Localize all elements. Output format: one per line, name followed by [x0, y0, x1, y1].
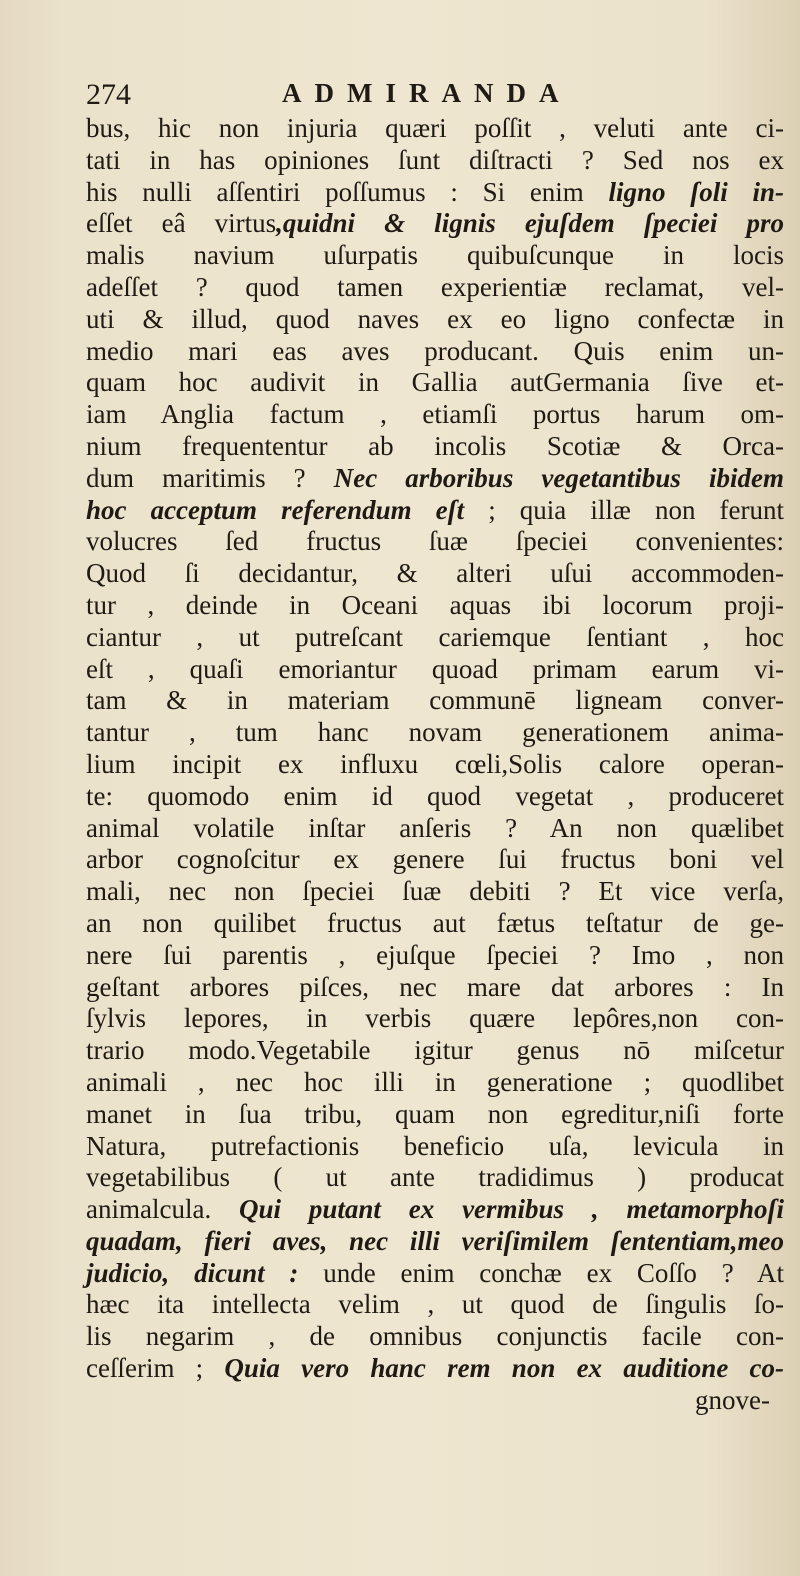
- text-line: geſtant arbores piſces, nec mare dat arbores : In: [86, 971, 784, 1002]
- text-line: vegetabilibus ( ut ante tradidimus ) producat: [86, 1162, 784, 1193]
- text-line: judicio, dicunt : unde enim conchæ ex Coſſo ? At: [86, 1257, 785, 1288]
- running-title: ADMIRANDA: [282, 78, 572, 108]
- text-line: ſylvis lepores, in verbis quære lepôres,non con-: [86, 1003, 784, 1034]
- text-line: animal volatile inſtar anſeris ? An non quælibet: [86, 812, 784, 843]
- text-line: quadam, fieri aves, nec illi veriſimilem ſententiam,meo: [86, 1225, 784, 1256]
- text-line: te: quomodo enim id quod vegetat , produceret: [86, 780, 784, 811]
- text-line: quam hoc audivit in Gallia autGermania ſive et-: [86, 367, 784, 398]
- page-number: 274: [86, 78, 131, 111]
- text-line: mali, nec non ſpeciei ſuæ debiti ? Et vice verſa,: [86, 876, 784, 907]
- text-line: malis navium uſurpatis quibuſcunque in locis: [86, 240, 784, 271]
- text-line: dum maritimis ? Nec arboribus vegetantibus ibidem: [86, 462, 784, 493]
- text-line: lis negarim , de omnibus conjunctis facile con-: [86, 1321, 784, 1352]
- text-line: bus, hic non injuria quæri poſſit , veluti ante ci-: [86, 113, 784, 143]
- text-line: iam Anglia factum , etiamſi portus harum om-: [86, 399, 784, 430]
- text-line: adeſſet ? quod tamen experientiæ reclamat, vel-: [86, 271, 784, 302]
- text-line: volucres ſed fructus ſuæ ſpeciei convenientes:: [86, 526, 784, 557]
- text-line: ceſſerim ; Quia vero hanc rem non ex auditione co-: [86, 1353, 784, 1384]
- text-line: his nulli aſſentiri poſſumus : Si enim ligno ſoli in-: [86, 176, 784, 207]
- text-line: animalcula. Qui putant ex vermibus , metamorphoſi: [86, 1194, 784, 1225]
- text-line: eſt , quaſi emoriantur quoad primam earum vi-: [86, 653, 784, 684]
- text-line: animali , nec hoc illi in generatione ; quodlibet: [86, 1066, 784, 1097]
- text-line: Quod ſi decidantur, & alteri uſui accommoden-: [86, 558, 784, 589]
- text-line: ciantur , ut putreſcant cariemque ſentiant , hoc: [86, 621, 784, 652]
- page-header: [86, 74, 726, 114]
- text-line: tantur , tum hanc novam generationem anima-: [86, 717, 784, 748]
- text-line: hæc ita intellecta velim , ut quod de ſingulis ſo-: [86, 1289, 784, 1320]
- text-line: arbor cognoſcitur ex genere ſui fructus boni vel: [86, 844, 784, 875]
- text-line: tam & in materiam communē ligneam conver-: [86, 685, 784, 716]
- body-text: [86, 113, 784, 1417]
- text-line: nere ſui parentis , ejuſque ſpeciei ? Imo , non: [86, 939, 784, 970]
- text-line: hoc acceptum referendum eſt ; quia illæ non ferunt: [86, 494, 784, 525]
- text-line: eſſet eâ virtus,quidni & lignis ejuſdem ſpeciei pro: [86, 208, 784, 239]
- text-line: nium frequententur ab incolis Scotiæ & Orca-: [86, 430, 784, 461]
- text-line: lium incipit ex influxu cœli,Solis calore operan-: [86, 748, 784, 779]
- text-line: manet in ſua tribu, quam non egreditur,niſi forte: [86, 1098, 784, 1129]
- text-line: medio mari eas aves producant. Quis enim un-: [86, 335, 784, 366]
- text-line: uti & illud, quod naves ex eo ligno confectæ in: [86, 303, 784, 334]
- text-line: an non quilibet fructus aut fætus teſtatur de ge-: [86, 907, 784, 938]
- text-line: Natura, putrefactionis beneficio uſa, levicula in: [86, 1130, 784, 1161]
- text-line: tur , deinde in Oceani aquas ibi locorum proji-: [86, 589, 784, 620]
- text-line: tati in has opiniones ſunt diſtracti ? Sed nos ex: [86, 144, 784, 175]
- text-line: trario modo.Vegetabile igitur genus nō miſcetur: [86, 1035, 784, 1066]
- text-line: gnove-: [695, 1384, 770, 1415]
